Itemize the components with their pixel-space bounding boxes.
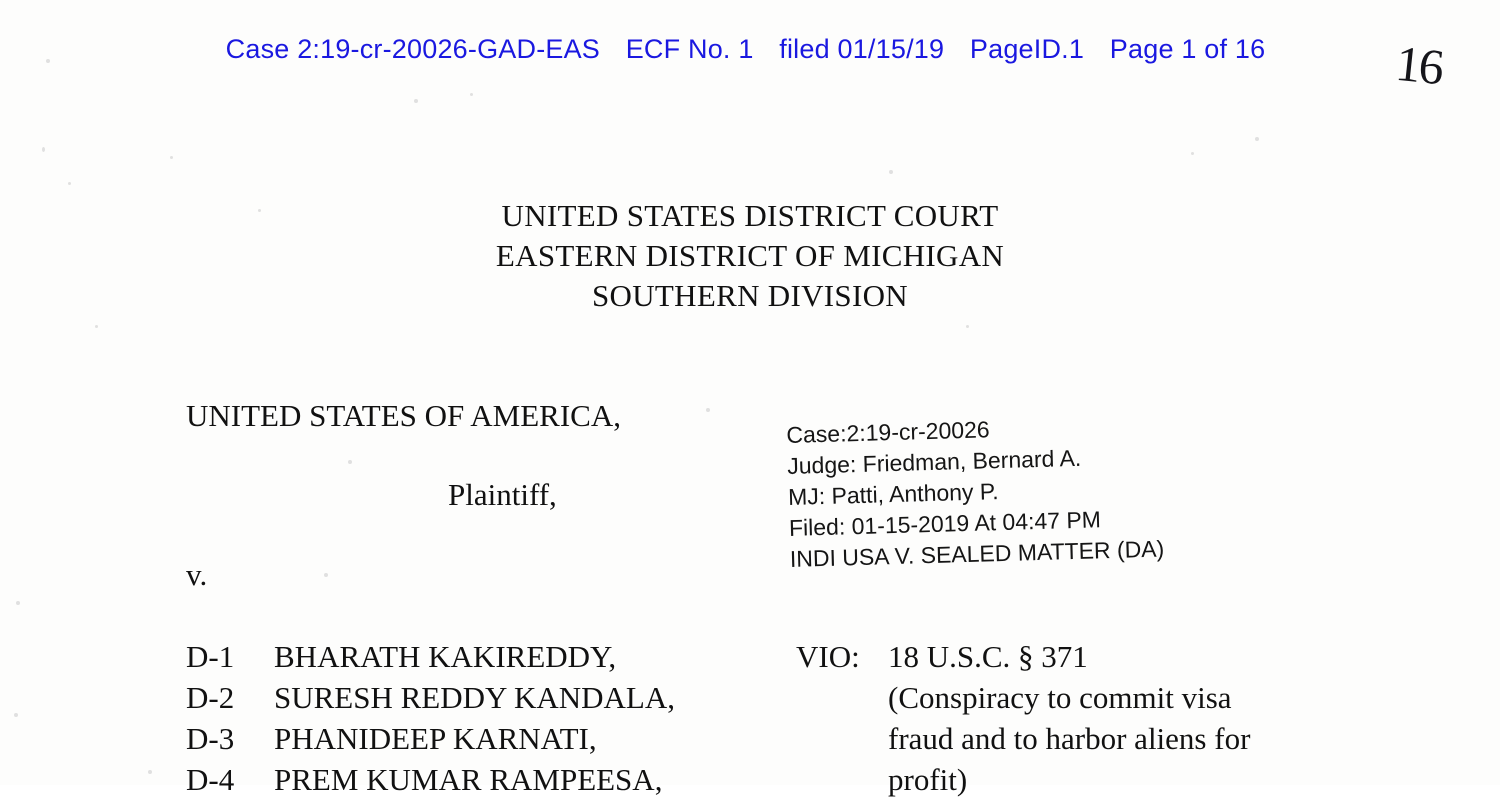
defendant-name: PREM KUMAR RAMPEESA, xyxy=(274,762,663,797)
defendant-row xyxy=(186,718,675,759)
scan-speck xyxy=(966,325,969,328)
court-heading-line-3: SOUTHERN DIVISION xyxy=(592,278,908,313)
stamp-matter: INDI USA V. SEALED MATTER (DA) xyxy=(789,535,1165,572)
ecf-case-number: Case 2:19-cr-20026-GAD-EAS xyxy=(225,34,601,64)
plaintiff-name: UNITED STATES OF AMERICA, xyxy=(186,398,621,433)
defendant-name: SURESH REDDY KANDALA, xyxy=(274,680,676,715)
stamp-case: Case:2:19-cr-20026 xyxy=(786,416,990,448)
violation-description-line-1: (Conspiracy to commit visa xyxy=(888,680,1232,715)
filing-stamp xyxy=(786,410,1165,575)
scan-speck xyxy=(68,182,71,185)
stamp-magistrate-judge: MJ: Patti, Anthony P. xyxy=(787,478,999,510)
court-heading-line-2: EASTERN DISTRICT OF MICHIGAN xyxy=(495,238,1005,273)
scan-speck xyxy=(1191,152,1194,155)
court-heading-line-1: UNITED STATES DISTRICT COURT xyxy=(501,198,999,233)
ecf-number: ECF No. 1 xyxy=(625,34,754,64)
defendant-name: PHANIDEEP KARNATI, xyxy=(274,721,597,756)
versus-label: v. xyxy=(186,557,208,592)
violation-description-line-3: profit) xyxy=(888,762,968,797)
violation-statute-row xyxy=(796,636,1250,677)
scan-speck xyxy=(706,408,710,412)
defendant-name: BHARATH KAKIREDDY, xyxy=(274,639,617,674)
scan-speck xyxy=(889,170,893,174)
ecf-page-count: Page 1 of 16 xyxy=(1109,34,1266,64)
plaintiff-label: Plaintiff, xyxy=(448,477,557,512)
violation-block xyxy=(796,636,1250,800)
defendant-list xyxy=(186,636,675,800)
scan-speck xyxy=(470,93,473,96)
scan-speck xyxy=(148,770,152,774)
ecf-page-id: PageID.1 xyxy=(969,34,1085,64)
ecf-header xyxy=(0,34,1500,65)
defendant-row xyxy=(186,759,675,800)
scan-speck xyxy=(16,601,20,605)
defendant-number: D-4 xyxy=(186,762,235,797)
violation-statute: 18 U.S.C. § 371 xyxy=(888,639,1088,674)
scan-speck xyxy=(42,147,45,152)
defendant-row xyxy=(186,636,675,677)
scan-speck xyxy=(348,460,352,464)
court-heading xyxy=(0,196,1500,316)
scan-speck xyxy=(1255,137,1259,141)
scan-speck xyxy=(414,99,418,103)
scan-speck xyxy=(324,573,328,577)
stamp-judge: Judge: Friedman, Bernard A. xyxy=(786,444,1082,479)
defendant-number: D-3 xyxy=(186,721,235,756)
scan-speck xyxy=(170,156,173,159)
scan-speck xyxy=(95,325,98,328)
violation-label: VIO: xyxy=(796,639,860,674)
stamp-filed-datetime: Filed: 01-15-2019 At 04:47 PM xyxy=(788,506,1102,541)
scan-speck xyxy=(14,713,18,717)
defendant-number: D-1 xyxy=(186,639,235,674)
defendant-row xyxy=(186,677,675,718)
handwritten-page-mark: 16 xyxy=(1393,34,1445,96)
violation-description-line-2: fraud and to harbor aliens for xyxy=(888,721,1251,756)
defendant-number: D-2 xyxy=(186,680,235,715)
ecf-filed-date: filed 01/15/19 xyxy=(779,34,945,64)
